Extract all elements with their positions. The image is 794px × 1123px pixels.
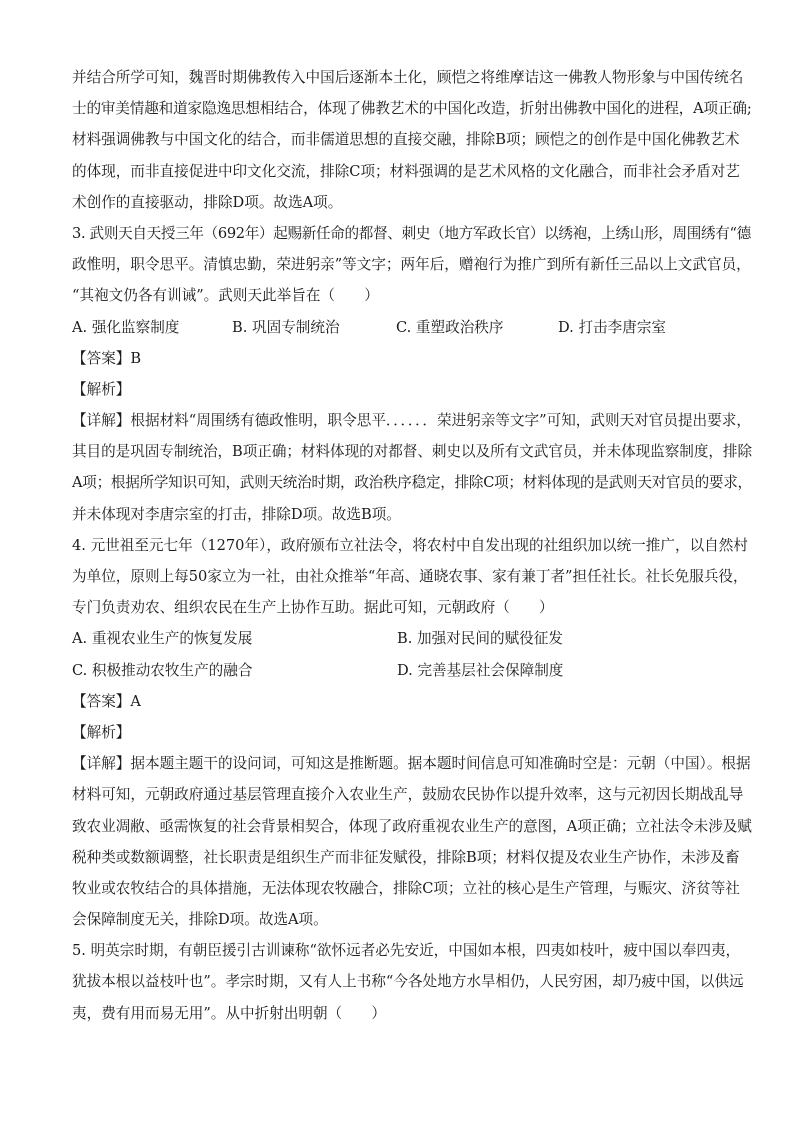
analysis-line: 会保障制度无关，排除D项。故选A项。 [72, 911, 328, 929]
option-b: B. 巩固专制统治 [232, 318, 340, 336]
text-line: 士的审美情趣和道家隐逸思想相结合，体现了佛教艺术的中国化改造，折射出佛教中国化的进程，A项正确; [72, 100, 752, 118]
text-line: 材料强调佛教与中国文化的结合，而非儒道思想的直接交融，排除B项；顾恺之的创作是中国化佛教艺术 [72, 131, 740, 149]
option-b: B. 加强对民间的赋役征发 [397, 630, 563, 648]
analysis-line: 其目的是巩固专制统治，B项正确；材料体现的对都督、刺史以及所有文武官员，并未体现监察制度，排除 [72, 443, 753, 461]
question-stem-line: 夷，费有用而易无用”。从中折射出明朝（ ） [72, 1004, 386, 1022]
question-stem-line: 政惟明，职令思平。清慎忠勤，荣进躬亲”等文字；两年后，赠袍行为推广到所有新任三品以上文武官员， [72, 256, 751, 274]
question-5 [72, 935, 752, 1029]
question-stem-line: 专门负责劝农、组织农民在生产上协作互助。据此可知，元朝政府（ ） [72, 599, 554, 617]
answer-key: 【答案】B [72, 349, 142, 367]
analysis-label: 【解析】 [72, 723, 131, 741]
option-d: D. 打击李唐宗室 [558, 318, 667, 336]
question-4 [72, 530, 752, 935]
analysis-line: 【详解】据本题主题干的设问词，可知这是推断题。据本题时间信息可知准确时空是：元朝（中国）。根据 [72, 755, 751, 773]
analysis-line: 【详解】根据材料“周围绣有德政惟明，职令思平．．．．．．荣进躬亲等文字”可知，武则天对官员提出要求， [72, 412, 751, 430]
option-c: C. 重塑政治秩序 [396, 318, 504, 336]
text-line: 术创作的直接驱动，排除D项。故选A项。 [72, 193, 343, 211]
q2-analysis-tail [72, 62, 752, 218]
question-stem-line: 4. 元世祖至元七年（1270年），政府颁布立社法令，将农村中自发出现的社组织加以统一推广，以自然村 [72, 536, 748, 554]
document-page [72, 62, 752, 1029]
answer-options-row-1 [72, 623, 752, 654]
question-stem-line: “其袍文仍各有训诫”。武则天此举旨在（ ） [72, 287, 379, 305]
question-stem-line: 为单位，原则上每50家立为一社，由社众推举“年高、通晓农事、家有兼丁者”担任社长。社长免服兵役， [72, 568, 748, 585]
text-line: 并结合所学可知，魏晋时期佛教传入中国后逐渐本土化，顾恺之将维摩诘这一佛教人物形象与中国传统名 [72, 69, 744, 86]
answer-options [72, 312, 752, 343]
analysis-line: 牧业或农牧结合的具体措施，无法体现农牧融合，排除C项；立社的核心是生产管理，与赈灾、济贫等社 [72, 879, 740, 897]
analysis-line: 并未体现对李唐宗室的打击，排除D项。故选B项。 [72, 505, 401, 523]
question-stem-line: 3. 武则天自天授三年（692年）起赐新任命的都督、刺史（地方军政长官）以绣袍，上绣山形，周围绣有“德 [72, 224, 751, 242]
option-a: A. 重视农业生产的恢复发展 [72, 630, 253, 648]
analysis-line: 致农业凋敝、亟需恢复的社会背景相契合，体现了政府重视农业生产的意图，A项正确；立社法令未涉及赋 [72, 817, 752, 835]
question-3 [72, 218, 752, 530]
text-line: 的体现，而非直接促进中印文化交流，排除C项；材料强调的是艺术风格的文化融合，而非社会矛盾对艺 [72, 162, 740, 180]
question-stem-line: 5. 明英宗时期，有朝臣援引古训谏称“欲怀远者必先安近，中国如本根，四夷如枝叶，疲中国以奉四夷， [72, 942, 741, 960]
analysis-label: 【解析】 [72, 380, 131, 398]
analysis-line: 税种类或数额调整，社长职责是组织生产而非征发赋役，排除B项；材料仅提及农业生产协作，未涉及畜 [72, 848, 740, 866]
question-stem-line: 犹拔本根以益枝叶也”。孝宗时期，又有人上书称“今各处地方水旱相仍，人民穷困，却乃疲中国，以供远 [72, 973, 744, 991]
analysis-line: A项；根据所学知识可知，武则天统治时期，政治秩序稳定，排除C项；材料体现的是武则天对官员的要求， [72, 474, 752, 492]
option-c: C. 积极推动农牧生产的融合 [72, 661, 253, 679]
answer-key: 【答案】A [72, 692, 141, 710]
analysis-line: 材料可知，元朝政府通过基层管理直接介入农业生产，鼓励农民协作以提升效率，这与元初因长期战乱导 [72, 786, 744, 804]
answer-options-row-2 [72, 655, 752, 686]
option-d: D. 完善基层社会保障制度 [397, 661, 564, 679]
option-a: A. 强化监察制度 [72, 318, 180, 336]
